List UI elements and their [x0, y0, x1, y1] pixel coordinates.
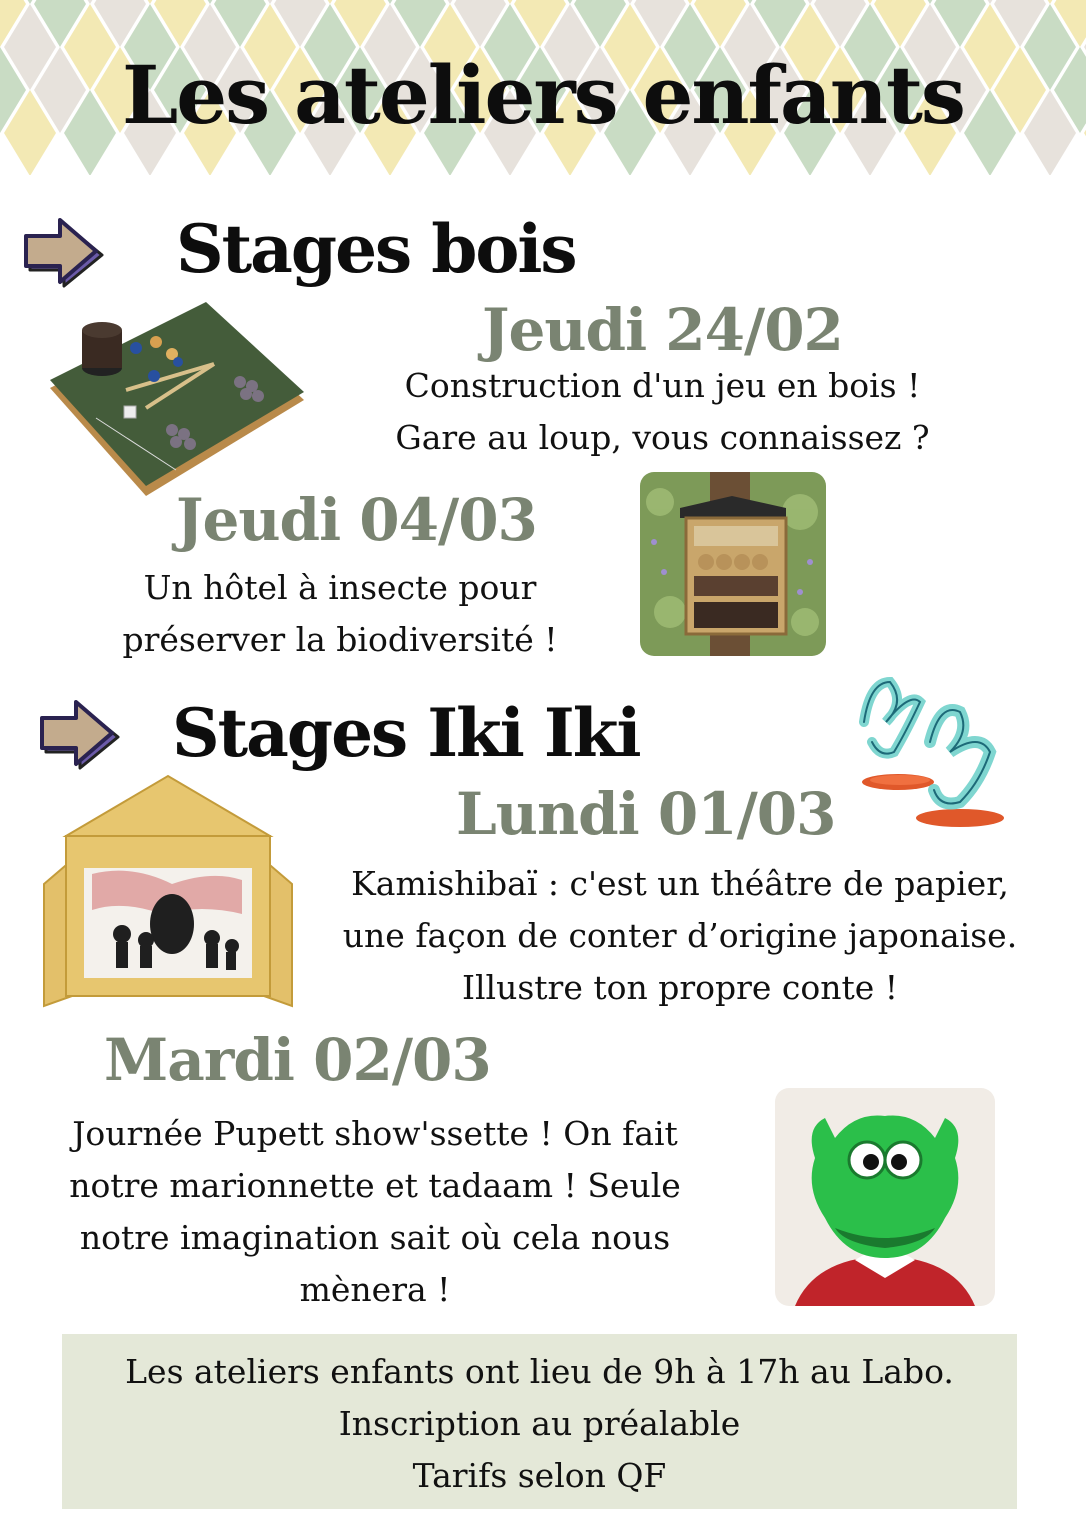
event-description — [340, 360, 985, 464]
arrow-right-icon — [40, 700, 122, 778]
event-date: Lundi 01/03 — [456, 780, 836, 848]
footer-line: Tarifs selon QF — [412, 1456, 667, 1495]
section-title-stages-bois: Stages bois — [176, 210, 576, 288]
iki-iki-logo — [850, 662, 1020, 830]
event-description-line: Journée Pupett show'ssette ! On fait — [72, 1114, 678, 1153]
event-description-line: notre imagination sait où cela nous — [79, 1218, 671, 1257]
page-title: Les ateliers enfants — [122, 48, 964, 142]
footer-line: Inscription au préalable — [338, 1404, 741, 1443]
green-puppet-image — [775, 1088, 995, 1306]
event-description — [30, 1108, 720, 1316]
insect-hotel-image — [640, 472, 826, 656]
arrow-right-icon — [24, 218, 106, 296]
event-description-line: Illustre ton propre conte ! — [461, 968, 899, 1007]
wooden-board-game-image — [46, 300, 308, 502]
event-description-line: Un hôtel à insecte pour — [143, 568, 537, 607]
event-description-line: Gare au loup, vous connaissez ? — [395, 418, 930, 457]
event-description — [300, 858, 1060, 1014]
event-description-line: mènera ! — [299, 1270, 451, 1309]
event-description-line: une façon de conter d’origine japonaise. — [342, 916, 1018, 955]
event-date: Jeudi 04/03 — [176, 486, 537, 554]
event-date: Mardi 02/03 — [104, 1026, 491, 1094]
event-date: Jeudi 24/02 — [482, 296, 843, 364]
event-description-line: Kamishibaï : c'est un théâtre de papier, — [351, 864, 1009, 903]
event-description — [60, 562, 620, 666]
event-description-line: préserver la biodiversité ! — [122, 620, 558, 659]
event-description-line: notre marionnette et tadaam ! Seule — [69, 1166, 681, 1205]
kamishibai-theatre-image — [42, 774, 294, 1008]
event-description-line: Construction d'un jeu en bois ! — [404, 366, 921, 405]
info-footer — [62, 1334, 1017, 1509]
footer-line: Les ateliers enfants ont lieu de 9h à 17h au Labo. — [125, 1352, 954, 1391]
section-title-stages-iki-iki: Stages Iki Iki — [172, 694, 640, 772]
